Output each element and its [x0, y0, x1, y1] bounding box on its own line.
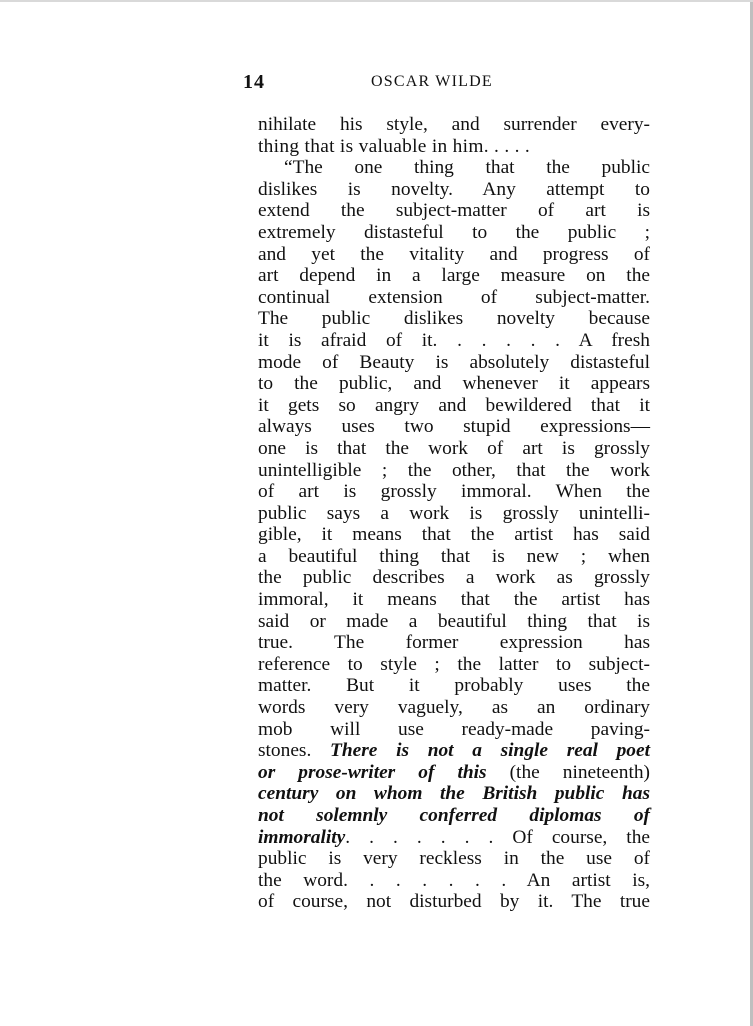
- text-line: it gets so angry and bewildered that it: [258, 394, 650, 416]
- italic-run: immorality: [258, 826, 346, 848]
- text-line: the public describes a work as grossly: [258, 567, 650, 589]
- text-line: the word. . . . . . . An artist is,: [258, 869, 650, 891]
- roman-run: (the nineteenth): [486, 761, 650, 783]
- text-line: art depend in a large measure on the: [258, 265, 650, 287]
- text-line: matter. But it probably uses the: [258, 675, 650, 697]
- text-line: gible, it means that the artist has said: [258, 524, 650, 546]
- text-line: public says a work is grossly unintelli-: [258, 502, 650, 524]
- italic-run: or prose-writer of this: [258, 761, 487, 783]
- text-line: of course, not disturbed by it. The true: [258, 891, 650, 913]
- text-line: immoral, it means that the artist has: [258, 589, 650, 611]
- text-line: to the public, and whenever it appears: [258, 373, 650, 395]
- text-line: dislikes is novelty. Any attempt to: [258, 178, 650, 200]
- text-line-mixed: [258, 783, 650, 805]
- text-line: mode of Beauty is absolutely distasteful: [258, 351, 650, 373]
- italic-run: century on whom the British public has: [258, 783, 650, 805]
- italic-run: There is not a single real poet: [330, 740, 650, 762]
- text-line: said or made a beautiful thing that is: [258, 610, 650, 632]
- text-line: always uses two stupid expressions—: [258, 416, 650, 438]
- text-line: of art is grossly immoral. When the: [258, 481, 650, 503]
- text-line: true. The former expression has: [258, 632, 650, 654]
- running-header: [243, 71, 653, 95]
- roman-run: . . . . . . . Of course, the: [345, 826, 650, 848]
- roman-run: stones.: [258, 740, 331, 762]
- text-line: extremely distasteful to the public ;: [258, 221, 650, 243]
- italic-run: not solemnly conferred diplomas of: [258, 805, 650, 826]
- running-title: OSCAR WILDE: [371, 73, 493, 90]
- text-line: “The one thing that the public: [284, 157, 650, 179]
- text-line-mixed: [258, 740, 650, 762]
- body-text: [258, 114, 650, 913]
- text-line: unintelligible ; the other, that the work: [258, 459, 650, 481]
- text-line: a beautiful thing that is new ; when: [258, 545, 650, 567]
- text-line: mob will use ready-made paving-: [258, 718, 650, 740]
- text-line: words very vaguely, as an ordinary: [258, 697, 650, 719]
- page-number: 14: [243, 71, 265, 93]
- text-line-mixed: [258, 827, 650, 849]
- text-line: continual extension of subject-matter.: [258, 286, 650, 308]
- text-line: it is afraid of it. . . . . . A fresh: [258, 329, 650, 351]
- text-line: The public dislikes novelty because: [258, 308, 650, 330]
- text-line: thing that is valuable in him. . . . .: [258, 135, 531, 157]
- text-line: public is very reckless in the use of: [258, 848, 650, 870]
- text-line-mixed: [258, 762, 650, 784]
- text-line: extend the subject-matter of art is: [258, 200, 650, 222]
- text-line: one is that the work of art is grossly: [258, 437, 650, 459]
- text-line-mixed: [258, 805, 650, 827]
- text-line: nihilate his style, and surrender every-: [258, 114, 650, 135]
- text-line: and yet the vitality and progress of: [258, 243, 650, 265]
- text-line: reference to style ; the latter to subject-: [258, 653, 650, 675]
